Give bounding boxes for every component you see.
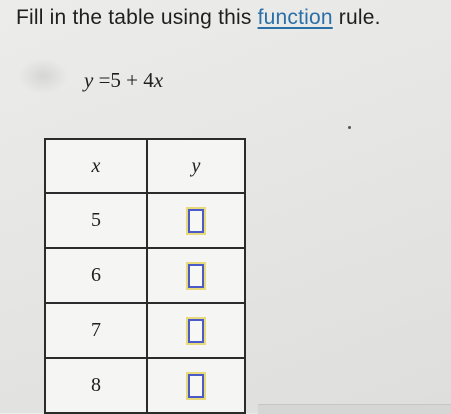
y-answer-cell [147, 358, 245, 413]
table-row [45, 358, 245, 413]
instruction-text [16, 6, 381, 30]
x-value-cell: 8 [45, 358, 147, 413]
function-rule-equation: y =5 + 4x [84, 68, 164, 92]
instruction-prefix: Fill in the table using this [16, 6, 258, 29]
header-x: x [45, 139, 147, 193]
screen-smudge [18, 58, 68, 94]
table-row [45, 193, 245, 248]
y-answer-input[interactable] [188, 209, 204, 233]
x-value-cell: 6 [45, 248, 147, 303]
y-answer-input[interactable] [188, 374, 204, 398]
equation-lhs: y [84, 68, 94, 92]
plus-sign: + [126, 68, 139, 92]
header-y: y [147, 139, 245, 193]
x-value-cell: 5 [45, 193, 147, 248]
y-answer-input[interactable] [188, 264, 204, 288]
function-table [44, 138, 246, 414]
table-row [45, 303, 245, 358]
y-answer-cell [147, 248, 245, 303]
y-answer-cell [147, 303, 245, 358]
instruction-suffix: rule. [332, 6, 381, 29]
screen-speck [348, 126, 351, 129]
y-answer-input[interactable] [188, 319, 204, 343]
function-link[interactable]: function [257, 6, 333, 29]
table-row [45, 248, 245, 303]
equation-constant: 5 [110, 68, 121, 92]
x-value-cell: 7 [45, 303, 147, 358]
table-header-row [45, 139, 245, 193]
equals-sign: = [98, 68, 111, 92]
y-answer-cell [147, 193, 245, 248]
equation-variable: x [153, 68, 164, 92]
